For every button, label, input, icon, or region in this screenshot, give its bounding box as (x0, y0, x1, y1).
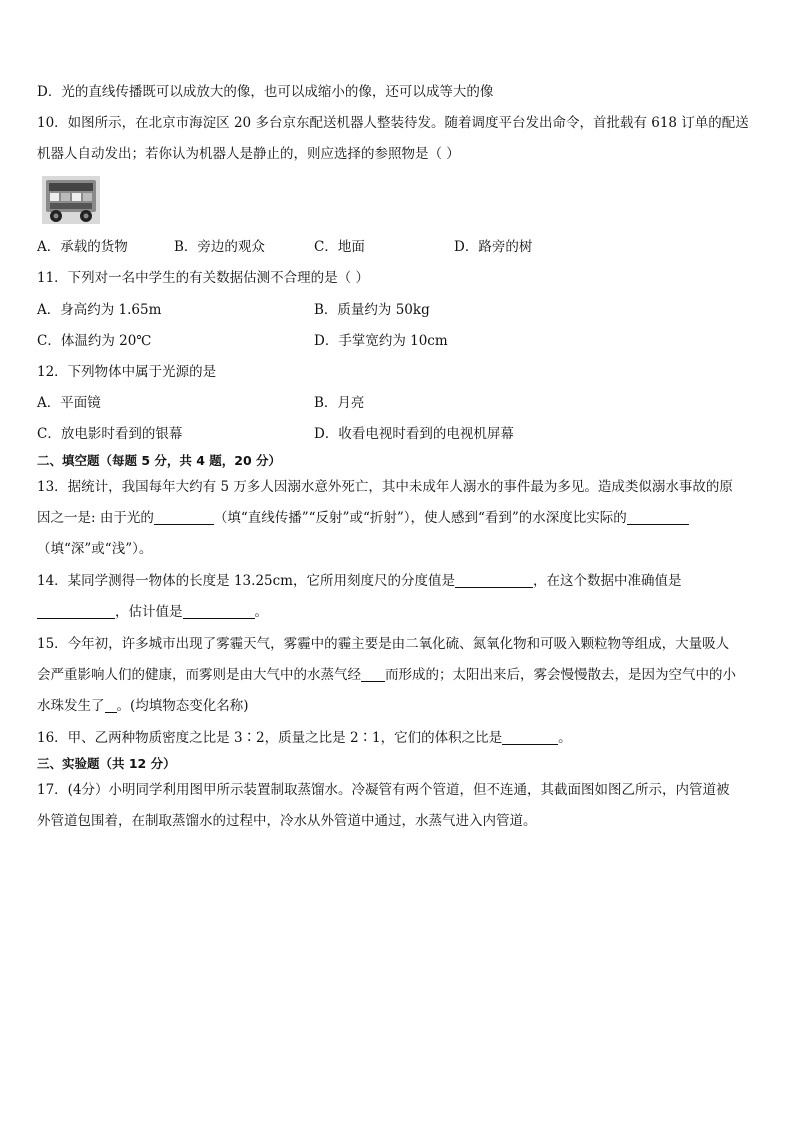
q16-line (37, 729, 572, 747)
q12-option-d: D．收看电视时看到的电视机屏幕 (314, 426, 514, 442)
q10-stem-line2: 机器人自动发出；若你认为机器人是静止的，则应选择的参照物是（ ） (37, 146, 460, 162)
q13-blank-2[interactable] (627, 510, 689, 525)
q12-option-b: B．月亮 (314, 395, 365, 411)
q12-option-a: A．平面镜 (37, 395, 101, 411)
q16-text-a: 16．甲、乙两种物质密度之比是 3∶2，质量之比是 2∶1，它们的体积之比是 (37, 730, 503, 746)
q16-text-b: 。 (558, 730, 572, 746)
q16-blank[interactable] (502, 730, 558, 745)
q14-blank-1[interactable] (455, 573, 533, 588)
q13-line2-text-a: 因之一是: 由于光的 (37, 510, 154, 526)
q13-line3: （填“深”或“浅”）。 (37, 541, 153, 557)
q14-blank-3[interactable] (183, 604, 255, 619)
q11-option-d: D．手掌宽约为 10cm (314, 333, 448, 349)
q10-option-a: A．承载的货物 (37, 239, 128, 255)
q13-blank-1[interactable] (154, 510, 214, 525)
q17-line1: 17．(4分）小明同学利用图甲所示装置制取蒸馏水。冷凝管有两个管道，但不连通，其截面图如图乙所示，内管道被 (37, 782, 730, 798)
q11-stem: 11．下列对一名中学生的有关数据估测不合理的是（ ） (37, 270, 369, 286)
q11-option-c: C．体温约为 20℃ (37, 333, 152, 349)
q14-blank-2[interactable] (37, 604, 115, 619)
q13-line2 (37, 509, 689, 527)
q14-line2-text-b: 。 (254, 604, 268, 620)
q10-options (37, 238, 532, 256)
q12-stem: 12．下列物体中属于光源的是 (37, 364, 217, 380)
q15-line3-text-a: 水珠发生了 (37, 698, 105, 714)
q15-line2-text-b: 而形成的；太阳出来后，雾会慢慢散去，是因为空气中的小 (385, 667, 736, 683)
q14-line2 (37, 603, 268, 621)
q14-line1-text-a: 14．某同学测得一物体的长度是 13.25cm，它所用刻度尺的分度值是 (37, 573, 455, 589)
q15-line3 (37, 697, 249, 715)
q9-option-d: D．光的直线传播既可以成放大的像，也可以成缩小的像，还可以成等大的像 (37, 84, 494, 100)
q17-line2: 外管道包围着，在制取蒸馏水的过程中，冷水从外管道中通过，水蒸气进入内管道。 (37, 813, 537, 829)
q11-option-a: A．身高约为 1.65m (37, 302, 162, 318)
q15-blank-2[interactable] (105, 698, 117, 713)
q10-stem-line1: 10．如图所示，在北京市海淀区 20 多台京东配送机器人整装待发。随着调度平台发出命令，首批载有 618 订单的配送 (37, 115, 749, 131)
section-2-title: 二、填空题（每题 5 分，共 4 题，20 分） (37, 453, 282, 468)
delivery-robot-image (42, 176, 100, 224)
q14-line2-text-a: ，估计值是 (115, 604, 183, 620)
q13-line2-text-b: （填“直线传播”“反射”或“折射”），使人感到“看到”的水深度比实际的 (213, 510, 627, 526)
q14-line1 (37, 572, 681, 590)
q15-line2 (37, 666, 736, 684)
q10-option-b: B．旁边的观众 (174, 239, 265, 255)
q10-option-d: D．路旁的树 (454, 239, 533, 255)
q14-line1-text-b: ，在这个数据中准确值是 (532, 573, 682, 589)
q15-line1: 15．今年初，许多城市出现了雾霾天气，雾霾中的霾主要是由二氧化硫、氮氧化物和可吸入颗粒物等组成，大量吸人 (37, 636, 730, 652)
q13-line1: 13．据统计，我国每年大约有 5 万多人因溺水意外死亡，其中未成年人溺水的事件最为多见。造成类似溺水事故的原 (37, 479, 733, 495)
q15-line2-text-a: 会严重影响人们的健康，而雾则是由大气中的水蒸气经 (37, 667, 361, 683)
section-3-title: 三、实验题（共 12 分） (37, 756, 176, 771)
q10-option-c: C．地面 (314, 239, 365, 255)
q15-line3-text-b: 。(均填物态变化名称) (116, 698, 249, 714)
q11-option-b: B．质量约为 50kg (314, 302, 430, 318)
q15-blank-1[interactable] (361, 667, 385, 682)
q12-option-c: C．放电影时看到的银幕 (37, 426, 183, 442)
